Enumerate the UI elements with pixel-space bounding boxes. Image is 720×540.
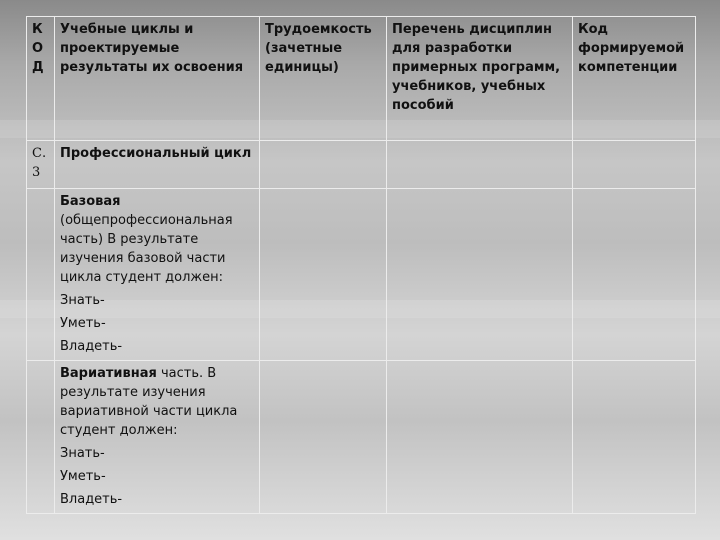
row-code-part: С. xyxy=(32,146,47,161)
header-cycles-label: Учебные циклы и проектируемые результаты их освоения xyxy=(60,22,244,75)
header-labor-cell xyxy=(260,17,387,141)
header-code-letter: К xyxy=(32,22,43,37)
header-competence-cell xyxy=(573,17,696,141)
base-know: Знать- xyxy=(60,293,105,308)
variative-competence-cell xyxy=(573,361,696,514)
table-row-base xyxy=(27,189,696,361)
header-code-cell xyxy=(27,17,55,141)
header-cycles-cell xyxy=(55,17,260,141)
variative-know: Знать- xyxy=(60,446,105,461)
header-competence-label: Код формируемой компетенции xyxy=(578,22,685,75)
base-labor-cell xyxy=(260,189,387,361)
base-part-cell xyxy=(55,189,260,361)
base-code-cell xyxy=(27,189,55,361)
header-code-letter: О xyxy=(32,41,44,56)
base-can: Уметь- xyxy=(60,316,106,331)
header-code-letter: Д xyxy=(32,60,44,75)
row-code-part: 3 xyxy=(32,165,41,180)
table-row-variative xyxy=(27,361,696,514)
professional-competence-cell xyxy=(573,141,696,189)
variative-disciplines-cell xyxy=(387,361,573,514)
variative-labor-cell xyxy=(260,361,387,514)
base-master: Владеть- xyxy=(60,339,123,354)
variative-master: Владеть- xyxy=(60,492,123,507)
variative-part-cell xyxy=(55,361,260,514)
variative-code-cell xyxy=(27,361,55,514)
base-part-description: (общепрофессиональная часть) В результате изучения базовой части цикла студент должен: xyxy=(60,213,233,285)
variative-part-title: Вариативная xyxy=(60,366,157,381)
professional-cycle-cell xyxy=(55,141,260,189)
base-part-title: Базовая xyxy=(60,194,121,209)
row-code-cell xyxy=(27,141,55,189)
header-disciplines-label: Перечень дисциплин для разработки примерных программ, учебников, учебных пособий xyxy=(392,22,561,113)
competence-table xyxy=(26,16,696,514)
variative-part-description: часть. В результате изучения вариативной части цикла студент должен: xyxy=(60,366,238,438)
professional-disciplines-cell xyxy=(387,141,573,189)
header-disciplines-cell xyxy=(387,17,573,141)
header-row xyxy=(27,17,696,141)
header-labor-label: Трудоемкость (зачетные единицы) xyxy=(265,22,372,75)
base-disciplines-cell xyxy=(387,189,573,361)
professional-labor-cell xyxy=(260,141,387,189)
variative-can: Уметь- xyxy=(60,469,106,484)
base-competence-cell xyxy=(573,189,696,361)
professional-cycle-title: Профессиональный цикл xyxy=(60,146,252,161)
table-row-professional xyxy=(27,141,696,189)
